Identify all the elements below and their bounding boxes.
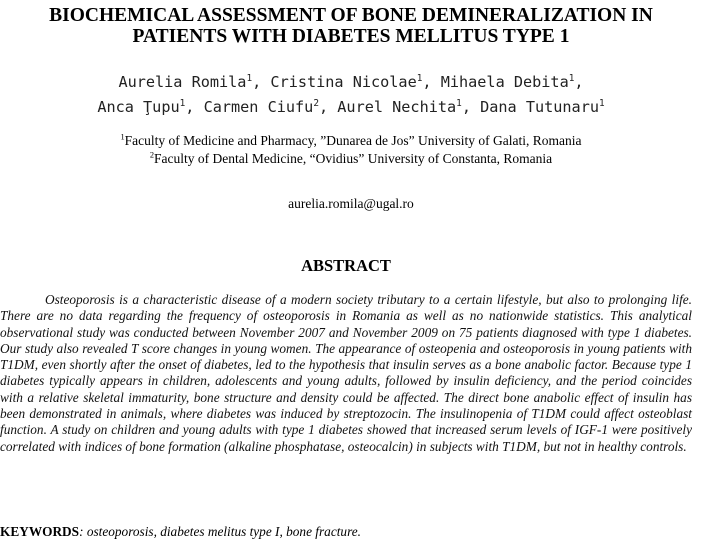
author-separator: , [574, 73, 584, 91]
author-affiliation-marker: 1 [599, 97, 605, 109]
author-line [0, 70, 702, 95]
affiliation-marker: 2 [149, 150, 154, 160]
author-separator: , [318, 98, 338, 116]
author-name: Carmen Ciufu [203, 98, 314, 116]
paper-title-line: PATIENTS WITH DIABETES MELLITUS TYPE 1 [132, 26, 570, 47]
keywords-label: KEYWORDS [0, 524, 80, 539]
author-name: Mihaela Debita [440, 73, 569, 91]
affiliation-marker: 1 [120, 132, 125, 142]
author-affiliation-marker: 1 [456, 97, 462, 109]
author-affiliation-marker: 1 [179, 97, 186, 109]
author-affiliation-marker: 1 [568, 72, 575, 84]
abstract-heading: ABSTRACT [301, 256, 391, 275]
abstract-body: Osteoporosis is a characteristic disease of a modern society tributary to a certain lifestyle, but also to prolonging life. There are no data regarding the frequency of osteoporosis in Romania as well as no nationwide statistics. This analytical observational study was conducted between November 2007 and November 2009 on 75 patients diagnosed with type 1 diabetes. Our study also revealed T score changes in young women. The appearance of osteopenia and osteoporosis in young patients with T1DM, even shortly after the onset of diabetes, led to the hypothesis that insulin serves as a bone anabolic factor. Because type 1 diabetes typically appears in children, adolescents and young adults, followed by insulin deficiency, and the period coincides with a relative skeletal immaturity, bone structure and density could be affected. The direct bone anabolic effect of insulin has been demonstrated in animals, where diabetes was induced by streptozocin. The insulinopenia of T1DM could affect osteoblast function. A study on children and young adults with type 1 diabetes showed that increased serum levels of IGF-1 were positively correlated with indices of bone formation (alkaline phosphatase, osteocalcin) in subjects with T1DM, but not in healthy controls. [0, 292, 692, 454]
author-affiliation-marker: 2 [313, 97, 319, 109]
paper-title [0, 5, 702, 47]
author-name: Anca Ţupu [97, 98, 180, 116]
author-name: Cristina Nicolae [270, 73, 417, 91]
affiliation-text: Faculty of Dental Medicine, “Ovidius” University of Constanta, Romania [154, 151, 553, 166]
author-line [0, 95, 702, 120]
author-separator: , [185, 98, 204, 116]
keywords-list: osteoporosis, diabetes melitus type I, bone fracture. [86, 524, 361, 539]
author-list [0, 70, 702, 120]
contact-email: aurelia.romila@ugal.ro [288, 196, 414, 211]
affiliation [0, 133, 702, 149]
keywords-colon: : [79, 524, 87, 539]
affiliation [0, 151, 702, 167]
author-separator: , [422, 73, 441, 91]
paper-title-line: BIOCHEMICAL ASSESSMENT OF BONE DEMINERALIZATION IN [49, 5, 653, 26]
author-affiliation-marker: 1 [416, 72, 423, 84]
author-separator: , [461, 98, 481, 116]
author-name: Dana Tutunaru [480, 98, 599, 116]
author-separator: , [252, 73, 271, 91]
author-name: Aurelia Romila [118, 73, 247, 91]
affiliation-text: Faculty of Medicine and Pharmacy, ”Dunarea de Jos” University of Galati, Romania [124, 133, 582, 148]
author-name: Aurel Nechita [337, 98, 457, 116]
author-affiliation-marker: 1 [246, 72, 253, 84]
keywords [0, 524, 692, 540]
